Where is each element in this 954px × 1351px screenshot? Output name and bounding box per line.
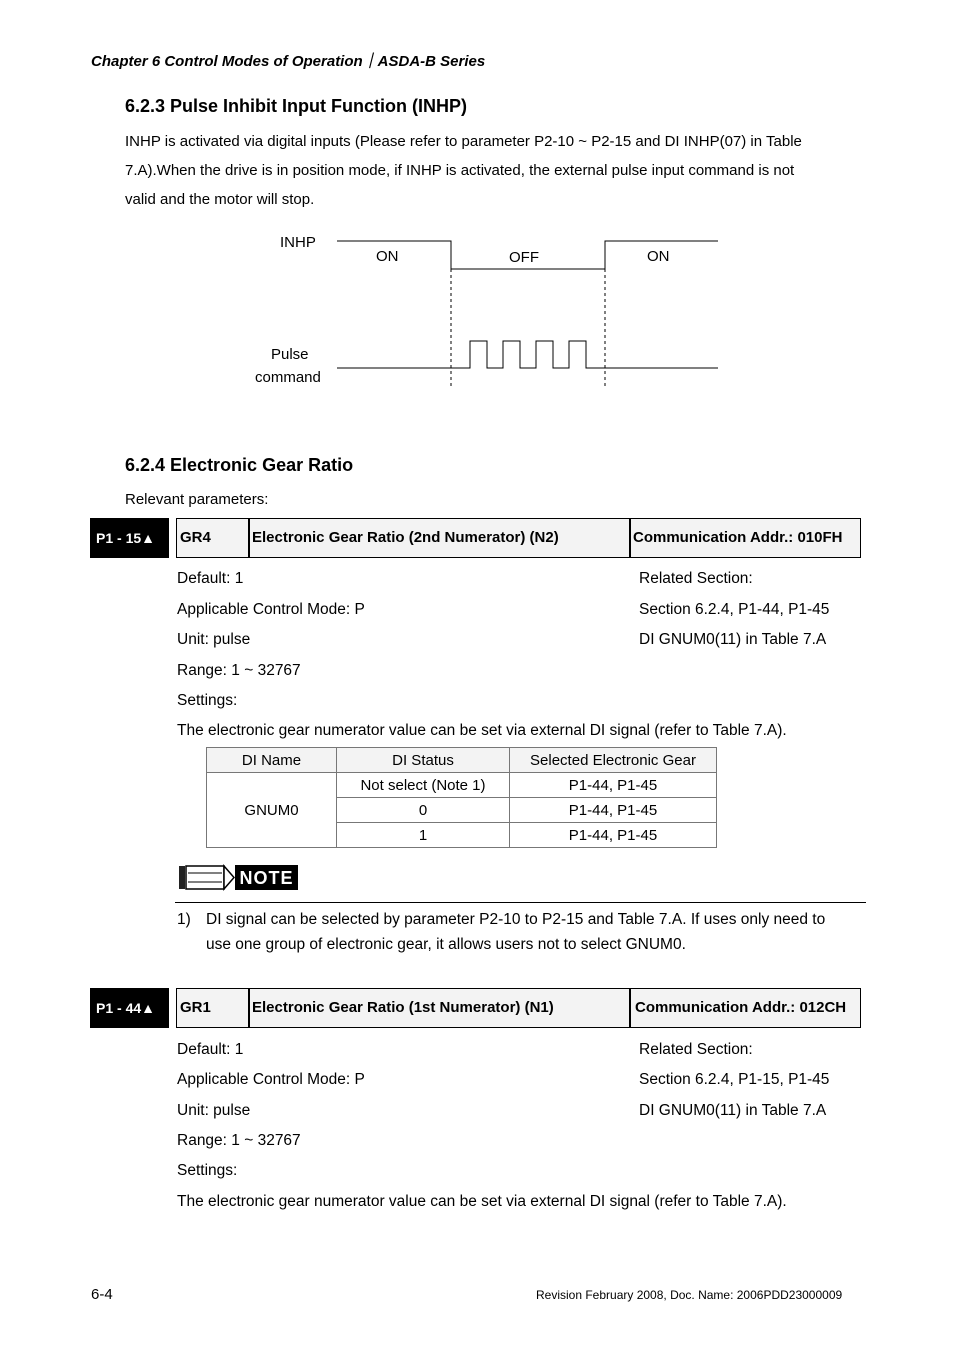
param-name: Electronic Gear Ratio (2nd Numerator) (N2) [249, 518, 630, 558]
revision-info: Revision February 2008, Doc. Name: 2006PDD23000009 [536, 1288, 843, 1302]
note-badge [178, 864, 298, 891]
param-code: GR4 [176, 518, 249, 558]
param-code: GR1 [176, 988, 249, 1028]
param-comm-addr: Communication Addr.: 012CH [630, 988, 861, 1028]
related-section-1: Section 6.2.4, P1-44, P1-45 [639, 601, 830, 618]
gear-cell: P1-44, P1-45 [510, 773, 717, 798]
di-gear-table [206, 747, 717, 848]
state-label-off: OFF [509, 249, 539, 266]
signal-label-pulse: Pulse [271, 346, 309, 363]
timing-diagram [250, 225, 730, 400]
param-name: Electronic Gear Ratio (1st Numerator) (N1) [249, 988, 630, 1028]
param-description: The electronic gear numerator value can be set via external DI signal (refer to Table 7.A). [177, 722, 787, 739]
table-header-row [207, 748, 717, 773]
para-line: INHP is activated via digital inputs (Please refer to parameter P2-10 ~ P2-15 and DI INHP(07) in Table [125, 133, 802, 150]
param-tag: P1 - 44▲ [90, 988, 169, 1028]
param-description: The electronic gear numerator value can be set via external DI signal (refer to Table 7.A). [177, 1193, 787, 1210]
signal-label-command: command [255, 369, 321, 386]
param-unit: Unit: pulse [177, 1102, 251, 1119]
param-settings-label: Settings: [177, 692, 238, 709]
di-status-cell: 1 [337, 823, 510, 848]
note-label: NOTE [235, 865, 298, 890]
header-di-name: DI Name [207, 748, 337, 773]
signal-label-inhp: INHP [280, 234, 316, 251]
relevant-parameters-label: Relevant parameters: [125, 491, 269, 508]
gear-cell: P1-44, P1-45 [510, 823, 717, 848]
param-control-mode: Applicable Control Mode: P [177, 1071, 365, 1088]
chapter-header: Chapter 6 Control Modes of Operation｜ASDA-B Series [91, 53, 486, 70]
param-default: Default: 1 [177, 1041, 244, 1058]
table-row [207, 773, 717, 798]
param-header-p1-44 [90, 988, 861, 1028]
param-default: Default: 1 [177, 570, 244, 587]
section-623-paragraph [125, 127, 885, 214]
di-status-cell: Not select (Note 1) [337, 773, 510, 798]
gear-cell: P1-44, P1-45 [510, 798, 717, 823]
para-line: valid and the motor will stop. [125, 191, 315, 208]
param-header-p1-15 [90, 518, 861, 558]
param-control-mode: Applicable Control Mode: P [177, 601, 365, 618]
related-section-2: DI GNUM0(11) in Table 7.A [639, 631, 827, 648]
param-settings-label: Settings: [177, 1162, 238, 1179]
note-line-2: use one group of electronic gear, it allows users not to select GNUM0. [206, 936, 686, 953]
param-range: Range: 1 ~ 32767 [177, 662, 301, 679]
note-line-1: DI signal can be selected by parameter P2-10 to P2-15 and Table 7.A. If uses only need to [206, 911, 826, 928]
pencil-icon [178, 864, 238, 891]
param-comm-addr: Communication Addr.: 010FH [630, 518, 861, 558]
param-unit: Unit: pulse [177, 631, 251, 648]
di-name-cell: GNUM0 [207, 773, 337, 848]
related-section-title: Related Section: [639, 570, 753, 587]
section-heading-624: 6.2.4 Electronic Gear Ratio [125, 455, 354, 475]
param-tag: P1 - 15▲ [90, 518, 169, 558]
note-divider [175, 902, 866, 903]
pulse-train-line [337, 341, 718, 368]
related-section-2: DI GNUM0(11) in Table 7.A [639, 1102, 827, 1119]
header-selected-gear: Selected Electronic Gear [510, 748, 717, 773]
related-section-1: Section 6.2.4, P1-15, P1-45 [639, 1071, 830, 1088]
di-status-cell: 0 [337, 798, 510, 823]
state-label-on-2: ON [647, 248, 670, 265]
pulse-waveform [337, 341, 718, 368]
related-section-title: Related Section: [639, 1041, 753, 1058]
param-range: Range: 1 ~ 32767 [177, 1132, 301, 1149]
section-heading-623: 6.2.3 Pulse Inhibit Input Function (INHP) [125, 96, 467, 116]
page-number: 6-4 [91, 1286, 113, 1303]
note-number: 1) [177, 911, 191, 928]
para-line: 7.A).When the drive is in position mode, if INHP is activated, the external pulse input command is not [125, 162, 795, 179]
state-label-on-1: ON [376, 248, 399, 265]
header-di-status: DI Status [337, 748, 510, 773]
